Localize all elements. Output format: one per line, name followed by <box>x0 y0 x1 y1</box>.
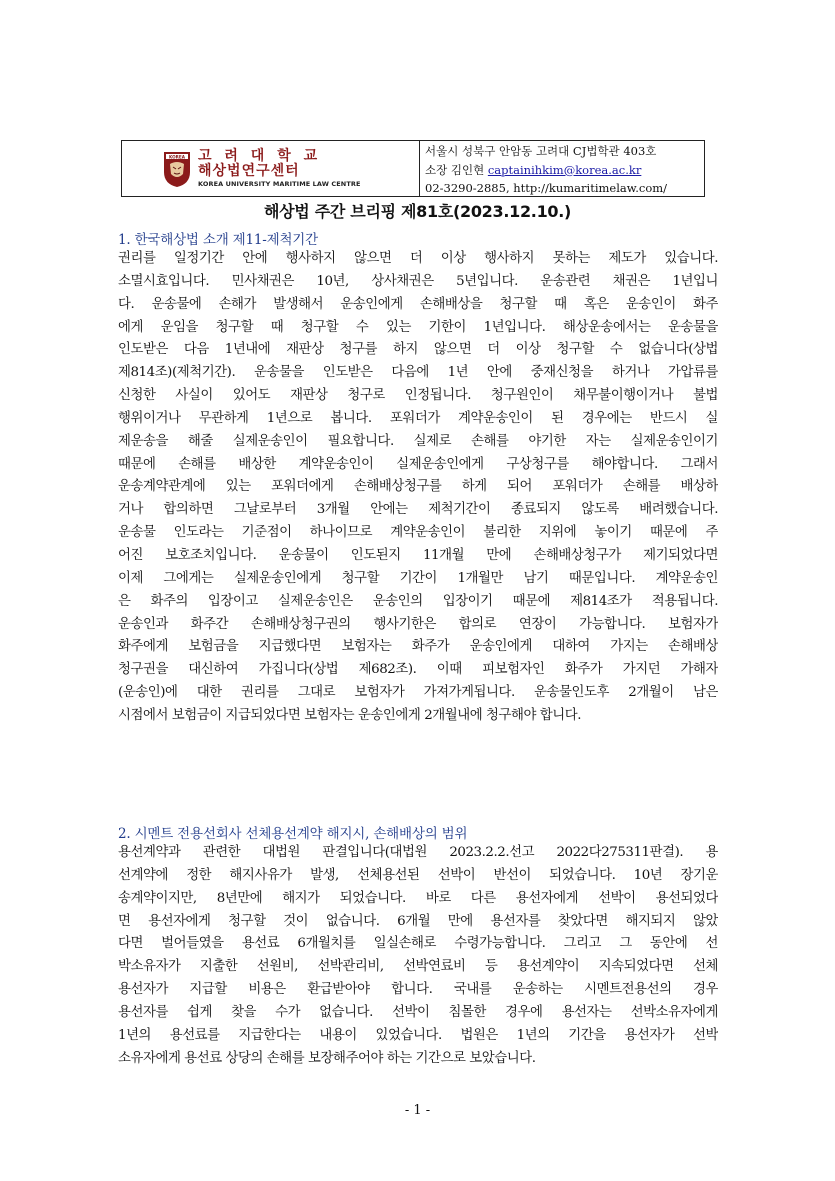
university-seal-icon <box>162 150 192 188</box>
body-line: 용선계약과 관련한 대법원 판결입니다(대법원 2023.2.2.선고 2022다275311판결). 용 <box>118 845 718 860</box>
body-line: 에게 운임을 청구할 때 청구할 수 있는 기한이 1년입니다. 해상운송에서는 운송물을 <box>118 319 718 335</box>
body-line: 소유자에게 용선료 상당의 손해를 보장해주어야 하는 기간으로 보았습니다. <box>118 1050 536 1066</box>
body-line: 신청한 사실이 있어도 재판상 청구로 인정됩니다. 청구원인이 채무불이행이거나 불법 <box>118 388 718 404</box>
section-1-heading: 1. 한국해상법 소개 제11-제척기간 <box>118 232 318 248</box>
body-line: 인도받은 다음 1년내에 재판상 청구를 하지 않으면 더 이상 청구할 수 없습니다(상법 <box>118 342 718 358</box>
header-box <box>121 140 705 197</box>
logo-university-name: 고 려 대 학 교 <box>198 148 322 165</box>
body-line: 다면 벌어들였을 용선료 6개월치를 일실손해로 수령가능합니다. 그리고 그 동안에 선 <box>118 936 718 952</box>
body-line: 때문에 손해를 배상한 계약운송인이 실제운송인에게 구상청구를 해야합니다. 그래서 <box>118 456 718 472</box>
body-line: 선계약에 정한 해지사유가 발생, 선체용선된 선박이 반선이 되었습니다. 10년 장기운 <box>118 867 718 883</box>
body-line: 화주에게 보험금을 지급했다면 보험자는 화주가 운송인에게 대하여 가지는 손해배상 <box>118 639 718 655</box>
seal-text: KOREA <box>169 153 185 159</box>
body-line: (운송인)에 대한 권리를 그대로 보험자가 가져가게됩니다. 운송물인도후 2개월이 남은 <box>118 685 718 701</box>
section-2-body <box>118 842 718 1070</box>
contact-block <box>420 141 704 196</box>
body-line: 1년의 용선료를 지급한다는 내용이 있었습니다. 법원은 1년의 기간을 용선자가 선박 <box>118 1027 718 1043</box>
body-line: 다. 운송물에 손해가 발생해서 운송인에게 손해배상을 청구할 때 혹은 운송인이 화주 <box>118 296 718 312</box>
section-2-heading: 2. 시멘트 전용선회사 선체용선계약 해지시, 손해배상의 범위 <box>118 826 468 842</box>
body-line: 제운송을 해줄 실제운송인이 필요합니다. 실제로 손해를 야기한 자는 실제운송인이기 <box>118 433 718 449</box>
body-line: 제814조)(제척기간). 운송물을 인도받은 다음에 1년 안에 중재신청을 하거나 가압류를 <box>118 365 718 381</box>
body-line: 용선자를 쉽게 찾을 수가 없습니다. 선박이 침몰한 경우에 용선자는 선박소유자에게 <box>118 1004 718 1020</box>
body-line: 이제 그에게는 실제운송인에게 청구할 기간이 1개월만 남기 때문입니다. 계약운송인 <box>118 570 718 586</box>
body-line: 어진 보호조치입니다. 운송물이 인도된지 11개월 만에 손해배상청구가 제기되었다면 <box>118 547 718 563</box>
body-line: 운송인과 화주간 손해배상청구권의 행사기한은 합의로 연장이 가능합니다. 보험자가 <box>118 616 718 632</box>
body-line: 운송계약관계에 있는 포워더에게 손해배상청구를 하게 되어 포워더가 손해를 배상하 <box>118 479 718 495</box>
page-number: - 1 - <box>404 1103 431 1118</box>
body-line: 행위이거나 무관하게 1년으로 봅니다. 포워더가 계약운송인이 된 경우에는 반드시 실 <box>118 410 718 426</box>
logo-center-name: 해상법연구센터 <box>198 163 300 180</box>
document-title: 해상법 주간 브리핑 제81호(2023.12.10.) <box>263 202 572 221</box>
body-line: 박소유자가 지출한 선원비, 선박관리비, 선박연료비 등 용선계약이 지속되었다면 선체 <box>118 959 718 975</box>
body-line: 시점에서 보험금이 지급되었다면 보험자는 운송인에게 2개월내에 청구해야 합니다. <box>118 707 582 723</box>
body-line: 은 화주의 입장이고 실제운송인은 운송인의 입장이기 때문에 제814조가 적용됩니다. <box>118 593 718 609</box>
phone-web-text: 02-3290-2885, http://kumaritimelaw.com/ <box>425 181 668 195</box>
email-link[interactable]: captainihkim@korea.ac.kr <box>487 162 642 177</box>
body-line: 거나 합의하면 그날로부터 3개월 안에는 제척기간이 종료되지 않도록 배려했습니다. <box>118 502 718 518</box>
director-label: 소장 김인현 <box>425 162 485 177</box>
body-line: 권리를 일정기간 안에 행사하지 않으면 더 이상 행사하지 못하는 제도가 있습니다. <box>118 251 718 266</box>
body-line: 소멸시효입니다. 민사채권은 10년, 상사채권은 5년입니다. 운송관련 채권은 1년입니 <box>118 273 718 289</box>
body-line: 용선자가 지급할 비용은 환급받아야 합니다. 국내를 운송하는 시멘트전용선의 경우 <box>118 982 718 998</box>
director-line <box>425 161 704 180</box>
body-line: 면 용선자에게 청구할 것이 없습니다. 6개월 만에 용선자를 찾았다면 해지되지 않았 <box>118 913 718 929</box>
address-text: 서울시 성북구 안암동 고려대 CJ법학관 403호 <box>425 144 657 158</box>
section-1-body <box>118 248 718 728</box>
logo-block <box>122 141 420 196</box>
body-line: 청구권을 대신하여 가집니다(상법 제682조). 이때 피보험자인 화주가 가지던 가해자 <box>118 662 718 678</box>
logo-english-name: KOREA UNIVERSITY MARITIME LAW CENTRE <box>198 179 361 188</box>
body-line: 운송물 인도라는 기준점이 하나이므로 계약운송인이 불리한 지위에 놓이기 때문에 주 <box>118 525 718 541</box>
body-line: 송계약이지만, 8년만에 해지가 되었습니다. 바로 다른 용선자에게 선박이 용선되었다 <box>118 890 718 906</box>
